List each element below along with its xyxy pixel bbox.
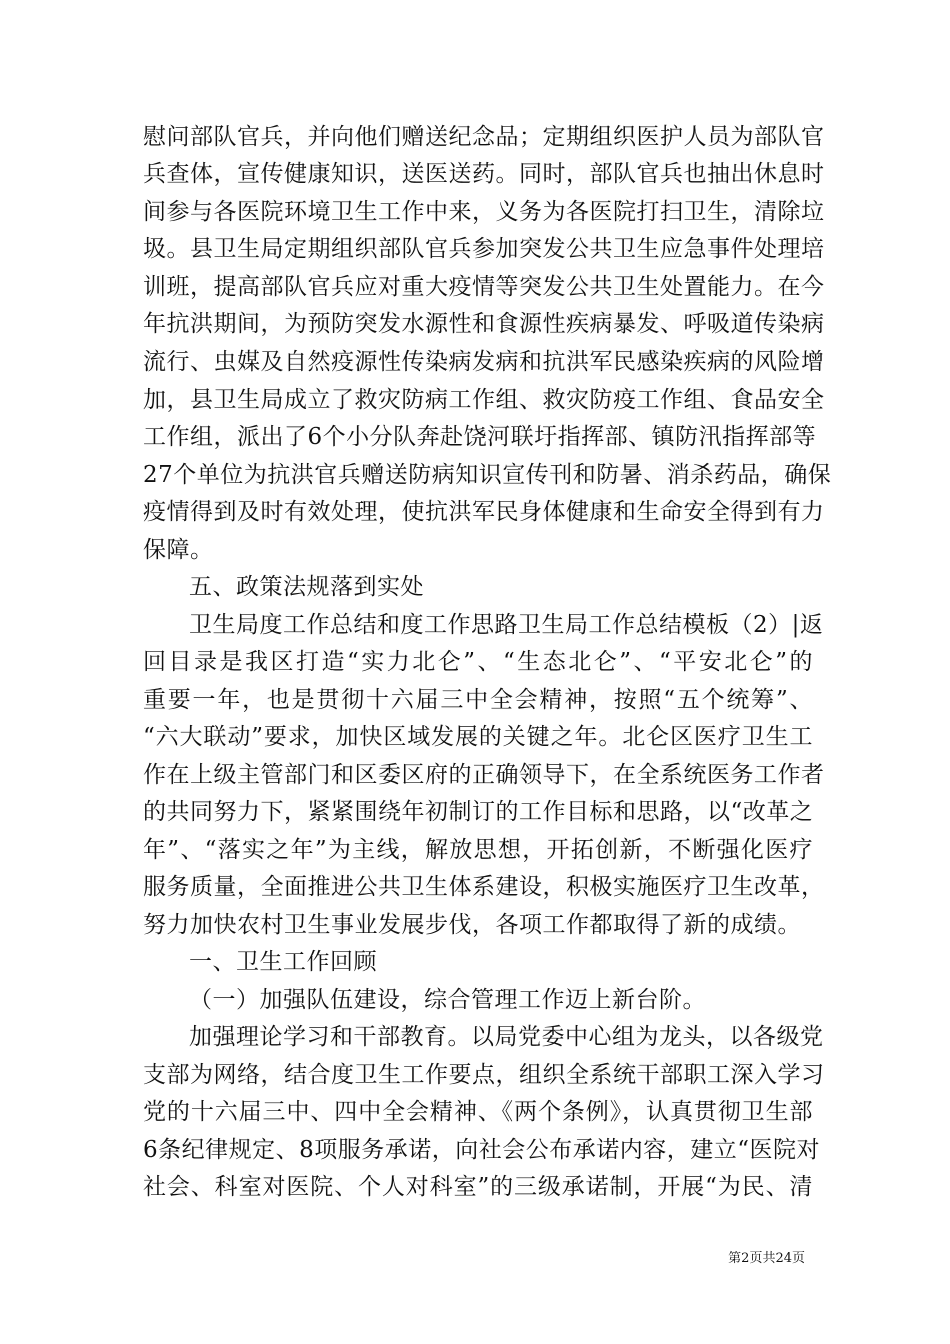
text-line: 党的十六届三中、四中全会精神、《两个条例》，认真贯彻卫生部 (143, 1099, 813, 1125)
text-line: 卫生局度工作总结和度工作思路卫生局工作总结模板（2）|返 (189, 612, 824, 638)
text-line: 慰问部队官兵，并向他们赠送纪念品；定期组织医护人员为部队官 (143, 124, 825, 150)
text-line: 服务质量，全面推进公共卫生体系建设，积极实施医疗卫生改革， (143, 874, 825, 900)
text-line: 工作组，派出了6个小分队奔赴饶河联圩指挥部、镇防汛指挥部等 (143, 424, 817, 450)
text-line: 兵查体，宣传健康知识，送医送药。同时，部队官兵也抽出休息时 (143, 161, 825, 187)
text-line: 加，县卫生局成立了救灾防病工作组、救灾防疫工作组、食品安全 (143, 387, 825, 413)
text-line: 圾。县卫生局定期组织部队官兵参加突发公共卫生应急事件处理培 (143, 236, 825, 262)
text-line: 保障。 (143, 537, 214, 563)
text-line: 间参与各医院环境卫生工作中来，义务为各医院打扫卫生，清除垃 (143, 199, 825, 225)
subsection-heading: （一）加强队伍建设，综合管理工作迈上新台阶。 (189, 987, 706, 1013)
text-line: 年抗洪期间，为预防突发水源性和食源性疾病暴发、呼吸道传染病 (143, 311, 825, 337)
text-line: “六大联动”要求，加快区域发展的关键之年。北仑区医疗卫生工 (143, 724, 813, 750)
text-line: 回目录是我区打造“实力北仑”、“生态北仑”、“平安北仑”的 (143, 649, 813, 675)
text-line: 6条纪律规定、8项服务承诺，向社会公布承诺内容，建立“医院对 (143, 1137, 821, 1163)
text-line: 作在上级主管部门和区委区府的正确领导下，在全系统医务工作者 (143, 762, 825, 788)
text-line: 流行、虫媒及自然疫源性传染病发病和抗洪军民感染疾病的风险增 (143, 349, 825, 375)
text-line: 社会、科室对医院、个人对科室”的三级承诺制，开展“为民、清 (143, 1174, 813, 1200)
section-heading: 五、政策法规落到实处 (189, 574, 424, 600)
text-line: 疫情得到及时有效处理，使抗洪军民身体健康和生命安全得到有力 (143, 499, 825, 525)
section-heading: 一、卫生工作回顾 (189, 949, 377, 975)
text-line: 年”、“落实之年”为主线，解放思想，开拓创新，不断强化医疗 (143, 837, 813, 863)
text-line: 支部为网络，结合度卫生工作要点，组织全系统干部职工深入学习 (143, 1062, 825, 1088)
text-line: 训班，提高部队官兵应对重大疫情等突发公共卫生处置能力。在今 (143, 274, 825, 300)
page-number: 第2页共24页 (728, 1251, 805, 1266)
text-line: 重要一年，也是贯彻十六届三中全会精神，按照“五个统筹”、 (143, 687, 813, 713)
text-line: 的共同努力下，紧紧围绕年初制订的工作目标和思路，以“改革之 (143, 799, 814, 825)
text-line: 努力加快农村卫生事业发展步伐，各项工作都取得了新的成绩。 (143, 912, 801, 938)
text-line: 加强理论学习和干部教育。以局党委中心组为龙头，以各级党 (189, 1024, 824, 1050)
text-line: 27个单位为抗洪官兵赠送防病知识宣传刊和防暑、消杀药品，确保 (143, 462, 832, 488)
